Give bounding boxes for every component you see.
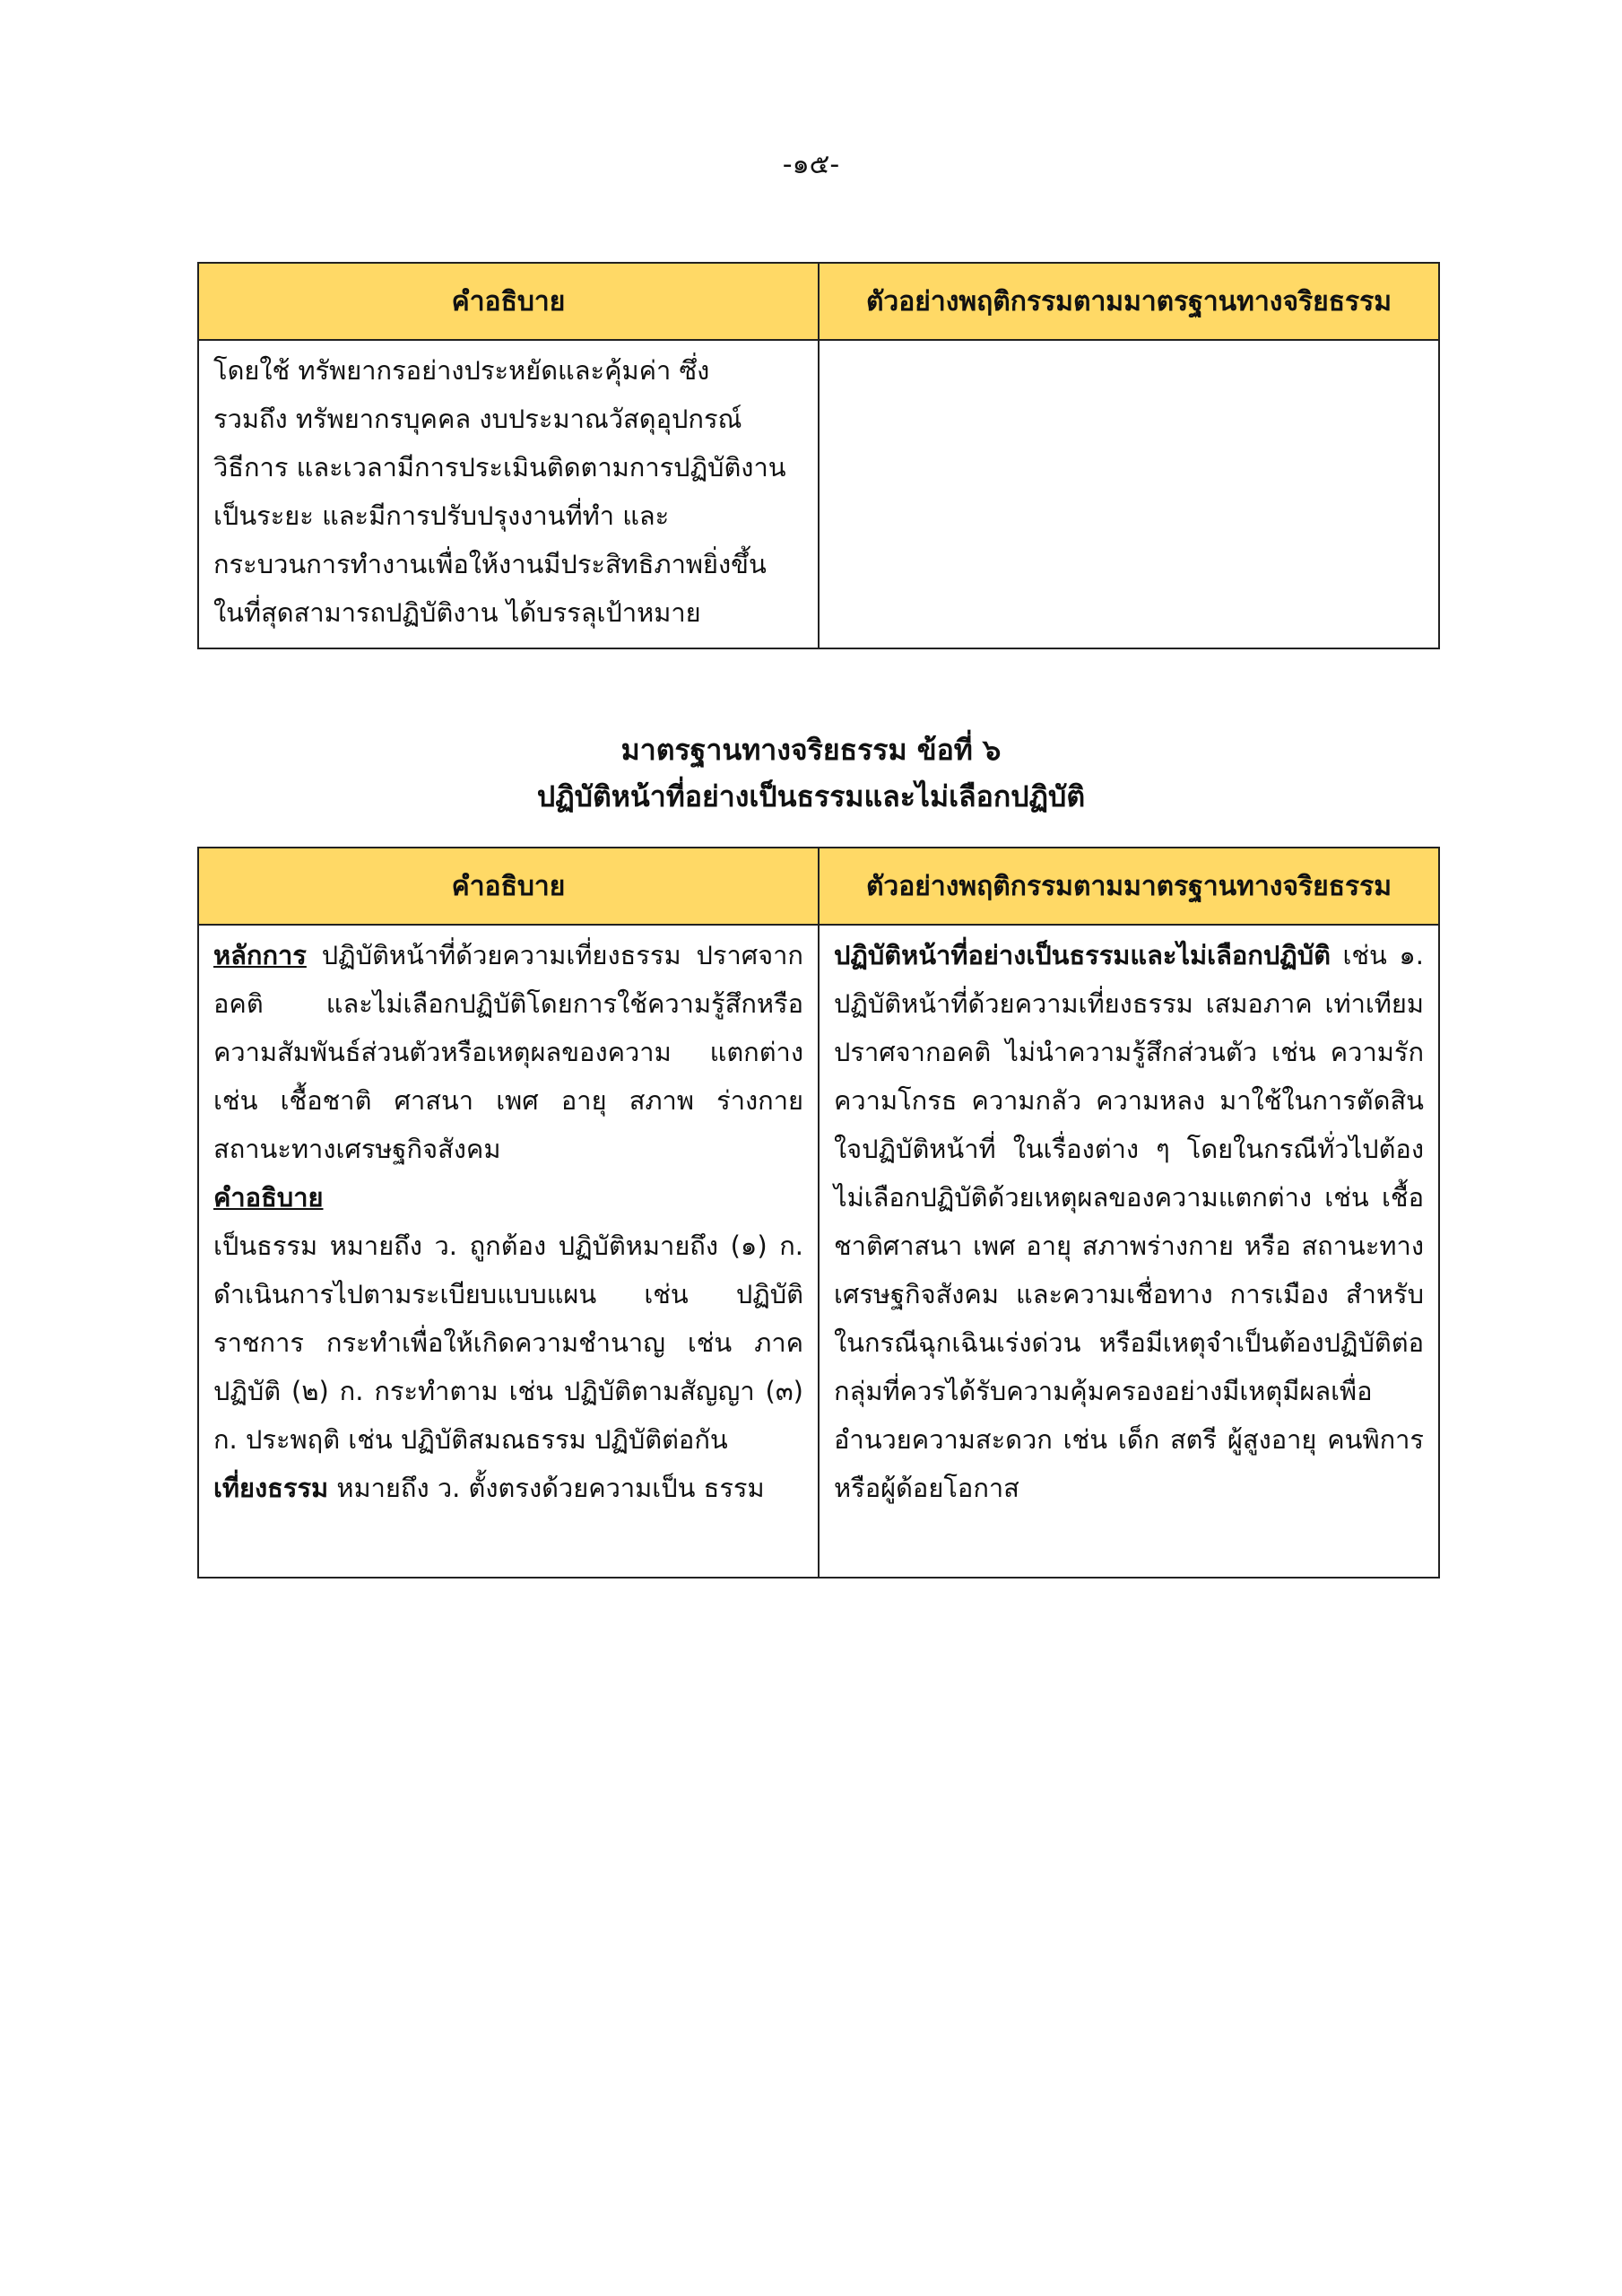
principle-text: ปฏิบัติหน้าที่ด้วยความเที่ยงธรรม ปราศจากอคติ และไม่เลือกปฏิบัติโดยการใช้ความรู้สึกหรือ ความสัมพันธ์ส่วนตัวหรือเหตุผลของความ แตกต่าง เช่น เชื้อชาติ ศาสนา เพศ อายุ สภาพ ร่างกาย สถานะทางเศรษฐกิจสังคม: [213, 940, 803, 1164]
ethics-table-standard-six: [197, 847, 1440, 1578]
explanation-cell: [198, 340, 819, 648]
standard-six-title: [0, 726, 1622, 820]
text-line: ในที่สุดสามารถปฏิบัติงาน ได้บรรลุเป้าหมาย: [213, 597, 701, 628]
example-text: เช่น ๑. ปฏิบัติหน้าที่ด้วยความเที่ยงธรรม เสมอภาค เท่าเทียม ปราศจากอคติ ไม่นำความรู้สึกส่วนตัว เช่น ความรัก ความโกรธ ความกลัว ความหลง มาใช้ในการตัดสินใจปฏิบัติหน้าที่ ในเรื่องต่าง ๆ โดยในกรณีทั่วไปต้องไม่เลือกปฏิบัติด้วยเหตุผลของความแตกต่าง เช่น เชื้อชาติศาสนา เพศ อายุ สภาพร่างกาย หรือ สถานะทางเศรษฐกิจสังคม และความเชื่อทาง การเมือง สำหรับ ในกรณีฉุกเฉินเร่งด่วน หรือมีเหตุจำเป็นต้องปฏิบัติต่อกลุ่มที่ควรได้รับความคุ้มครองอย่างมีเหตุมีผลเพื่ออำนวยความสะดวก เช่น เด็ก สตรี ผู้สูงอายุ คนพิการหรือผู้ด้อยโอกาส: [834, 940, 1424, 1503]
example-paragraph: [834, 931, 1424, 1512]
fairness-paragraph: [213, 1464, 803, 1512]
principle-label: หลักการ: [213, 940, 307, 970]
header-behavior-example: ตัวอย่างพฤติกรรมตามมาตรฐานทางจริยธรรม: [819, 263, 1439, 340]
text-line: วิธีการ และเวลามีการประเมินติดตามการปฏิบัติงาน: [213, 452, 786, 483]
text-line: เป็นระยะ และมีการปรับปรุงงานที่ทำ และ: [213, 500, 670, 531]
section-title-line1: มาตรฐานทางจริยธรรม ข้อที่ ๖: [620, 733, 1002, 767]
example-label: ปฏิบัติหน้าที่อย่างเป็นธรรมและไม่เลือกปฏิบัติ: [834, 940, 1331, 970]
explanation-heading: [213, 1173, 803, 1222]
principle-paragraph: [213, 931, 803, 1173]
behavior-example-cell: [819, 340, 1439, 648]
header-explanation: คำอธิบาย: [198, 263, 819, 340]
ethics-table-continued: [197, 262, 1440, 649]
header-behavior-example: ตัวอย่างพฤติกรรมตามมาตรฐานทางจริยธรรม: [819, 848, 1439, 925]
table-header-row: [198, 263, 1439, 340]
fairness-label: เที่ยงธรรม: [213, 1473, 329, 1503]
explanation-label: คำอธิบาย: [213, 1182, 324, 1213]
header-explanation: คำอธิบาย: [198, 848, 819, 925]
table-header-row: [198, 848, 1439, 925]
table-row: [198, 925, 1439, 1578]
section-title-line2: ปฏิบัติหน้าที่อย่างเป็นธรรมและไม่เลือกปฏิบัติ: [536, 779, 1086, 813]
text-line: โดยใช้ ทรัพยากรอย่างประหยัดและคุ้มค่า ซึ่ง: [213, 355, 710, 386]
explanation-paragraph: เป็นธรรม หมายถึง ว. ถูกต้อง ปฏิบัติหมายถึง (๑) ก. ดำเนินการไปตามระเบียบแบบแผน เช่น ปฏิบัติราชการ กระทำเพื่อให้เกิดความชำนาญ เช่น ภาคปฏิบัติ (๒) ก. กระทำตาม เช่น ปฏิบัติตามสัญญา (๓) ก. ประพฤติ เช่น ปฏิบัติสมณธรรม ปฏิบัติต่อกัน: [213, 1231, 803, 1455]
table-row: [198, 340, 1439, 648]
page-number: -๑๕-: [782, 149, 840, 180]
text-line: รวมถึง ทรัพยากรบุคคล งบประมาณวัสดุอุปกรณ์: [213, 404, 742, 434]
text-line: กระบวนการทำงานเพื่อให้งานมีประสิทธิภาพยิ่งขึ้น: [213, 549, 767, 579]
explanation-cell: [198, 925, 819, 1578]
behavior-example-cell: [819, 925, 1439, 1578]
fairness-text: หมายถึง ว. ตั้งตรงด้วยความเป็น ธรรม: [328, 1473, 765, 1503]
